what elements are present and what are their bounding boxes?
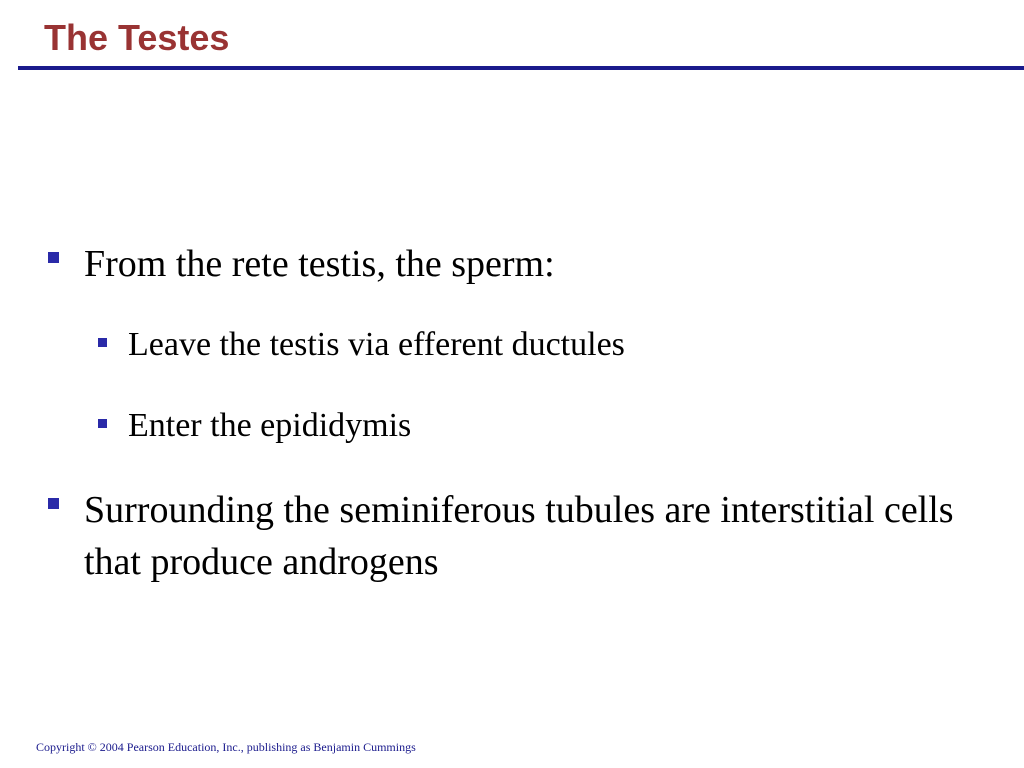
copyright-footer: Copyright © 2004 Pearson Education, Inc., publishing as Benjamin Cummings bbox=[36, 740, 416, 754]
bullet-text: Surrounding the seminiferous tubules are interstitial cells that produce androgens bbox=[84, 489, 954, 583]
square-bullet-icon bbox=[98, 419, 107, 428]
square-bullet-icon bbox=[98, 338, 107, 347]
square-bullet-icon bbox=[48, 252, 59, 263]
square-bullet-icon bbox=[48, 498, 59, 509]
bullet-item bbox=[48, 238, 988, 290]
slide-title: The Testes bbox=[44, 17, 230, 58]
bullet-text: From the rete testis, the sperm: bbox=[84, 243, 555, 285]
sub-bullet-text: Enter the epididymis bbox=[128, 407, 412, 444]
sub-bullet-text: Leave the testis via efferent ductules bbox=[128, 326, 625, 363]
sub-bullet-item bbox=[98, 404, 978, 448]
sub-bullet-item bbox=[98, 323, 978, 367]
bullet-item bbox=[48, 484, 988, 588]
